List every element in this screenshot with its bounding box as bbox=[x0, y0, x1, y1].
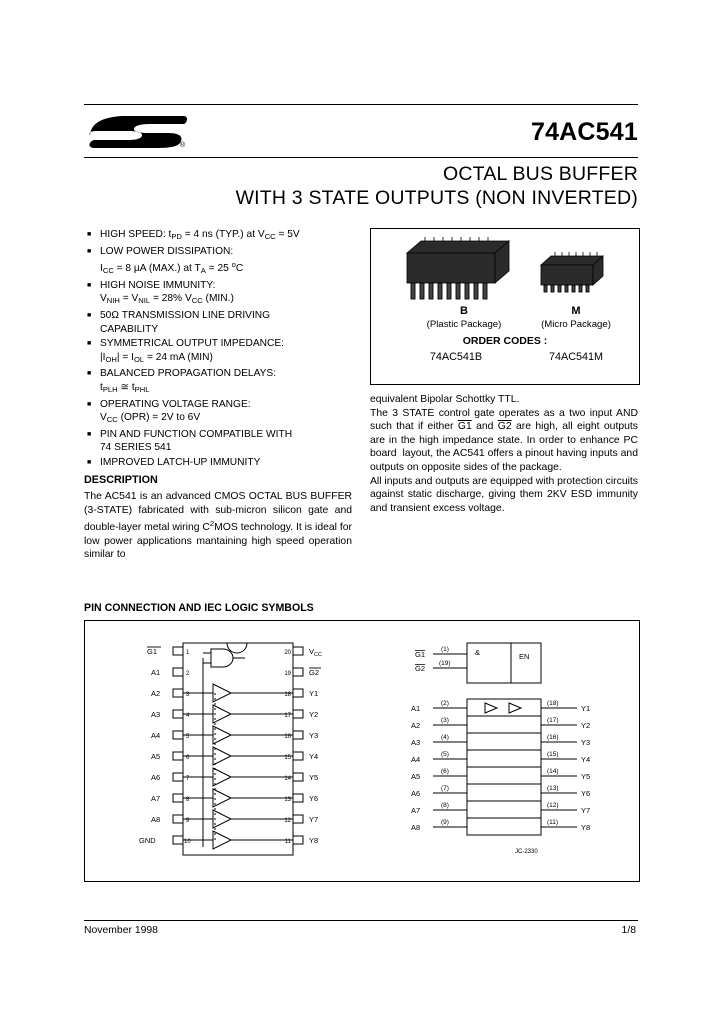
description-left-text: The AC541 is an advanced CMOS OCTAL BUS BUFFER (3-STATE) fabricated with sub-micron silicon gate and double-layer metal wiring $C^2MOS$ technology. It is ideal for low power applications mantaining high speed operation similar to bbox=[84, 491, 352, 561]
svg-text:Y2: Y2 bbox=[581, 721, 591, 730]
svg-text:17: 17 bbox=[284, 713, 291, 719]
svg-text:®: ® bbox=[180, 142, 186, 149]
svg-text:7: 7 bbox=[186, 776, 190, 782]
svg-text:Y5: Y5 bbox=[309, 773, 319, 782]
svg-text:A3: A3 bbox=[411, 738, 421, 747]
feature-item bbox=[84, 245, 354, 278]
svg-text:Y2: Y2 bbox=[309, 710, 319, 719]
svg-text:A2: A2 bbox=[411, 721, 421, 730]
order-codes-title: ORDER CODES : bbox=[462, 335, 548, 347]
svg-text:(7): (7) bbox=[441, 785, 449, 792]
svg-text:(17): (17) bbox=[547, 717, 559, 724]
svg-text:A7: A7 bbox=[151, 794, 161, 803]
svg-text:(13): (13) bbox=[547, 785, 559, 792]
svg-text:A8: A8 bbox=[151, 815, 161, 824]
bullet-icon: ■ bbox=[87, 400, 92, 408]
bullet-icon: ■ bbox=[87, 231, 92, 238]
feature-line: HIGH SPEED: $t_{PD} = 4$ ns (TYP.) at $V_{CC} = 5V$ bbox=[100, 229, 300, 241]
svg-text:(2): (2) bbox=[441, 700, 449, 707]
description-title: DESCRIPTION bbox=[84, 474, 158, 486]
feature-item bbox=[84, 428, 354, 455]
feature-line: OPERATING VOLTAGE RANGE: bbox=[100, 398, 251, 410]
feature-line: HIGH NOISE IMMUNITY: bbox=[100, 279, 216, 291]
part-number: 74AC541 bbox=[530, 118, 638, 146]
feature-line: SYMMETRICAL OUTPUT IMPEDANCE: bbox=[100, 338, 284, 350]
soic-package-illustration bbox=[531, 251, 617, 304]
svg-text:Y3: Y3 bbox=[309, 731, 319, 740]
feature-item bbox=[84, 456, 354, 470]
svg-text:9: 9 bbox=[186, 818, 190, 824]
svg-text:(14): (14) bbox=[547, 768, 559, 775]
svg-text:(18): (18) bbox=[547, 700, 559, 707]
document-title bbox=[236, 162, 638, 210]
bullet-icon: ■ bbox=[87, 247, 92, 255]
feature-line: PIN AND FUNCTION COMPATIBLE WITH bbox=[100, 428, 293, 440]
svg-text:5: 5 bbox=[186, 734, 190, 740]
svg-text:G2: G2 bbox=[309, 668, 320, 677]
pin-section-title: PIN CONNECTION AND IEC LOGIC SYMBOLS bbox=[84, 602, 314, 614]
svg-text:(8): (8) bbox=[441, 802, 449, 809]
svg-text:A5: A5 bbox=[151, 752, 161, 761]
svg-text:12: 12 bbox=[284, 818, 291, 824]
svg-text:Y4: Y4 bbox=[309, 752, 319, 761]
feature-item bbox=[84, 309, 354, 336]
feature-line: IMPROVED LATCH-UP IMMUNITY bbox=[100, 456, 261, 468]
feature-line: CAPABILITY bbox=[100, 323, 159, 335]
svg-text:G1: G1 bbox=[147, 647, 158, 656]
feature-item bbox=[84, 337, 354, 366]
pin-connection-box bbox=[84, 620, 640, 882]
svg-text:A1: A1 bbox=[411, 704, 421, 713]
dip-package-illustration bbox=[399, 237, 519, 310]
svg-text:6: 6 bbox=[186, 755, 190, 761]
svg-text:A4: A4 bbox=[411, 755, 421, 764]
svg-text:10: 10 bbox=[184, 839, 191, 845]
svg-text:A7: A7 bbox=[411, 806, 421, 815]
bullet-icon: ■ bbox=[87, 340, 92, 348]
package-sub-b: (Plastic Package) bbox=[426, 319, 502, 330]
bullet-icon: ■ bbox=[87, 281, 92, 289]
package-label-b: B bbox=[460, 305, 468, 317]
feature-item bbox=[84, 228, 354, 244]
feature-line: 50Ω TRANSMISSION LINE DRIVING bbox=[100, 309, 271, 321]
svg-text:(12): (12) bbox=[547, 802, 559, 809]
svg-text:15: 15 bbox=[284, 755, 291, 761]
svg-text:EN: EN bbox=[519, 652, 530, 661]
bullet-icon: ■ bbox=[87, 458, 92, 466]
feature-line: $|I_{OH}| = I_{OL} = 24$ mA (MIN) bbox=[100, 351, 213, 364]
feature-line: BALANCED PROPAGATION DELAYS: bbox=[100, 368, 277, 380]
drawing-reference: JC-2330 bbox=[515, 849, 538, 855]
title-line-2: WITH 3 STATE OUTPUTS (NON INVERTED) bbox=[235, 187, 638, 209]
svg-text:Y6: Y6 bbox=[581, 789, 591, 798]
footer-page-number: 1/8 bbox=[621, 925, 636, 936]
svg-text:(5): (5) bbox=[441, 751, 449, 758]
feature-item bbox=[84, 367, 354, 396]
svg-text:Y7: Y7 bbox=[309, 815, 319, 824]
svg-text:Y1: Y1 bbox=[581, 704, 591, 713]
header-top-rule bbox=[84, 104, 638, 105]
svg-text:(9): (9) bbox=[441, 819, 449, 826]
feature-line: 74 SERIES 541 bbox=[100, 442, 172, 454]
svg-text:(19): (19) bbox=[439, 660, 451, 667]
order-code-m: 74AC541M bbox=[548, 351, 604, 363]
svg-text:G1: G1 bbox=[415, 650, 426, 659]
svg-text:A8: A8 bbox=[411, 823, 421, 832]
package-info-box bbox=[370, 228, 640, 385]
svg-text:11: 11 bbox=[284, 839, 291, 845]
svg-text:16: 16 bbox=[284, 734, 291, 740]
svg-text:(3): (3) bbox=[441, 717, 449, 724]
svg-text:19: 19 bbox=[284, 671, 291, 677]
svg-text:13: 13 bbox=[284, 797, 291, 803]
svg-text:Y3: Y3 bbox=[581, 738, 591, 747]
svg-text:(1): (1) bbox=[441, 646, 449, 653]
svg-text:A6: A6 bbox=[411, 789, 421, 798]
svg-text:20: 20 bbox=[284, 650, 291, 656]
svg-text:14: 14 bbox=[284, 776, 291, 782]
svg-text:Y8: Y8 bbox=[581, 823, 591, 832]
svg-text:(6): (6) bbox=[441, 768, 449, 775]
svg-text:(16): (16) bbox=[547, 734, 559, 741]
order-code-b: 74AC541B bbox=[429, 351, 483, 363]
svg-text:GND: GND bbox=[139, 836, 156, 845]
svg-text:Y4: Y4 bbox=[581, 755, 591, 764]
svg-text:A5: A5 bbox=[411, 772, 421, 781]
footer-date: November 1998 bbox=[84, 925, 158, 936]
description-right-text: equivalent Bipolar Schottky TTL. The 3 STATE control gate operates as a two input AND such that if either G1 and G2 are high, all eight outputs are in the high impedance state. In order to enhance PC board layout, the AC541 offers a pinout having inputs and outputs on opposite sides of the package. All inputs and outputs are equipped with protection circuits against static discharge, giving them 2KV ESD immunity and transient excess voltage. bbox=[370, 394, 639, 514]
svg-text:A1: A1 bbox=[151, 668, 161, 677]
svg-text:Y7: Y7 bbox=[581, 806, 591, 815]
feature-line: $t_{PLH}$ ≅ $t_{PHL}$ bbox=[100, 381, 150, 394]
svg-text:Y6: Y6 bbox=[309, 794, 319, 803]
package-sub-m: (Micro Package) bbox=[541, 319, 611, 330]
header-bottom-rule bbox=[84, 157, 638, 158]
svg-text:A4: A4 bbox=[151, 731, 161, 740]
svg-text:(15): (15) bbox=[547, 751, 559, 758]
svg-text:VCC: $V_{CC}$ bbox=[309, 647, 322, 658]
feature-line: $I_{CC} = 8$ µA (MAX.) at $T_A = 25$ $^o$C bbox=[100, 260, 244, 276]
features-list bbox=[84, 228, 354, 471]
feature-item bbox=[84, 279, 354, 308]
title-line-1: OCTAL BUS BUFFER bbox=[443, 163, 638, 185]
svg-text:2: 2 bbox=[186, 671, 190, 677]
feature-item bbox=[84, 398, 354, 427]
svg-text:&: & bbox=[475, 648, 481, 657]
bullet-icon: ■ bbox=[87, 311, 92, 319]
bullet-icon: ■ bbox=[87, 370, 92, 378]
feature-line: $V_{NIH} = V_{NIL} = 28\%$ $V_{CC}$ (MIN.) bbox=[100, 293, 234, 306]
bullet-icon: ■ bbox=[87, 430, 92, 438]
svg-text:A6: A6 bbox=[151, 773, 161, 782]
feature-line: LOW POWER DISSIPATION: bbox=[100, 245, 234, 257]
svg-text:(11): (11) bbox=[547, 819, 559, 826]
footer-rule bbox=[84, 920, 638, 921]
svg-text:G2: G2 bbox=[415, 664, 426, 673]
svg-text:4: 4 bbox=[186, 713, 190, 719]
svg-text:Y8: Y8 bbox=[309, 836, 319, 845]
svg-text:A3: A3 bbox=[151, 710, 161, 719]
svg-text:Y5: Y5 bbox=[581, 772, 591, 781]
svg-text:A2: A2 bbox=[151, 689, 161, 698]
package-label-m: M bbox=[571, 305, 581, 317]
svg-text:Y1: Y1 bbox=[309, 689, 319, 698]
svg-text:1: 1 bbox=[186, 650, 190, 656]
st-logo bbox=[84, 110, 194, 150]
feature-line: $V_{CC}$ (OPR) = 2V to 6V bbox=[100, 412, 201, 425]
svg-text:18: 18 bbox=[284, 692, 291, 698]
svg-text:8: 8 bbox=[186, 797, 190, 803]
pin-and-logic-diagram bbox=[85, 621, 637, 879]
svg-text:(4): (4) bbox=[441, 734, 449, 741]
svg-text:3: 3 bbox=[186, 692, 190, 698]
